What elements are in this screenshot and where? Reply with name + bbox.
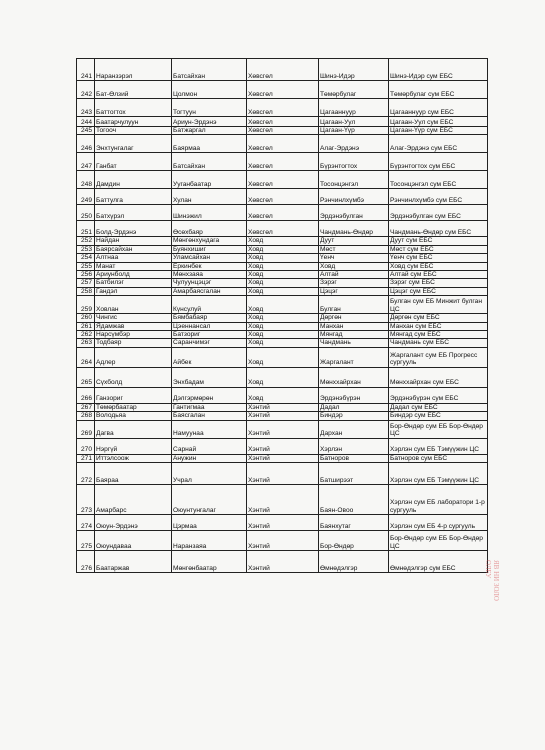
aimag-cell: Хөвсгөл xyxy=(247,171,319,189)
row-number-cell: 248 xyxy=(77,171,95,189)
last-name-cell: Амарбарс xyxy=(95,485,172,515)
last-name-cell: Ариунболд xyxy=(95,271,172,279)
aimag-cell: Ховд xyxy=(247,237,319,245)
table-row xyxy=(77,221,488,237)
school-cell: Үенч сум ЕБС xyxy=(389,254,488,262)
school-cell: Чандмань сум ЕБС xyxy=(389,339,488,347)
sum-cell: Дархан xyxy=(319,420,389,438)
last-name-cell: Сүхболд xyxy=(95,367,172,387)
aimag-cell: Хэнтий xyxy=(247,454,319,462)
school-cell: Булган сум ЕБ Минжит булган ЦС xyxy=(389,296,488,314)
last-name-cell: Төмөрбаатар xyxy=(95,403,172,411)
sum-cell: Бүрэнтогтох xyxy=(319,153,389,171)
table-row xyxy=(77,438,488,454)
aimag-cell: Хөвсгөл xyxy=(247,99,319,117)
table-row xyxy=(77,531,488,551)
sum-cell: Тосонцэнгэл xyxy=(319,171,389,189)
sum-cell: Манхан xyxy=(319,322,389,330)
row-number-cell: 246 xyxy=(77,135,95,153)
last-name-cell: Баатарчулуун xyxy=(95,117,172,127)
first-name-cell: Оюунтунгалаг xyxy=(172,485,247,515)
aimag-cell: Ховд xyxy=(247,367,319,387)
first-name-cell: Учрал xyxy=(172,463,247,485)
aimag-cell: Ховд xyxy=(247,254,319,262)
aimag-cell: Хэнтий xyxy=(247,438,319,454)
aimag-cell: Ховд xyxy=(247,339,319,347)
last-name-cell: Дагва xyxy=(95,420,172,438)
school-cell: Цагаан-Үүр сум ЕБС xyxy=(389,127,488,135)
first-name-cell: Батсайхан xyxy=(172,153,247,171)
school-cell: Өмнөдэлгэр сум ЕБС xyxy=(389,551,488,573)
table-row xyxy=(77,59,488,81)
table-row xyxy=(77,412,488,420)
aimag-cell: Ховд xyxy=(247,271,319,279)
last-name-cell: Батхүрэл xyxy=(95,205,172,221)
last-name-cell: Оюун-Эрдэнэ xyxy=(95,515,172,531)
school-cell: Ховд сум ЕБС xyxy=(389,262,488,270)
table-row xyxy=(77,347,488,367)
sum-cell: Баянхутаг xyxy=(319,515,389,531)
school-cell: Бор-Өндөр сум ЕБ Бор-Өндөр ЦС xyxy=(389,420,488,438)
last-name-cell: Иттэлсоож xyxy=(95,454,172,462)
school-cell: Мөст сум ЕБС xyxy=(389,245,488,253)
row-number-cell: 274 xyxy=(77,515,95,531)
sum-cell: Цэцэг xyxy=(319,287,389,295)
table-row xyxy=(77,322,488,330)
school-cell: Дөргөн сум ЕБС xyxy=(389,314,488,322)
row-number-cell: 257 xyxy=(77,279,95,287)
table-row xyxy=(77,171,488,189)
table-row xyxy=(77,81,488,99)
last-name-cell: Алтнаа xyxy=(95,254,172,262)
sum-cell: Дөргөн xyxy=(319,314,389,322)
first-name-cell: Батжаргал xyxy=(172,127,247,135)
aimag-cell: Хэнтий xyxy=(247,403,319,411)
first-name-cell: Гантигмаа xyxy=(172,403,247,411)
sum-cell: Эрдэнэбулган xyxy=(319,205,389,221)
row-number-cell: 256 xyxy=(77,271,95,279)
sum-cell: Дадал xyxy=(319,403,389,411)
first-name-cell: Анужин xyxy=(172,454,247,462)
row-number-cell: 273 xyxy=(77,485,95,515)
last-name-cell: Тогооч xyxy=(95,127,172,135)
last-name-cell: Чингис xyxy=(95,314,172,322)
table-row xyxy=(77,485,488,515)
last-name-cell: Ганзориг xyxy=(95,387,172,403)
last-name-cell: Баттогтох xyxy=(95,99,172,117)
row-number-cell: 244 xyxy=(77,117,95,127)
row-number-cell: 267 xyxy=(77,403,95,411)
last-name-cell: Баатаржав xyxy=(95,551,172,573)
table-row xyxy=(77,271,488,279)
school-cell: Мөнххайрхан сум ЕБС xyxy=(389,367,488,387)
row-number-cell: 242 xyxy=(77,81,95,99)
last-name-cell: Гандэл xyxy=(95,287,172,295)
row-number-cell: 268 xyxy=(77,412,95,420)
sum-cell: Шинэ-Идэр xyxy=(319,59,389,81)
school-cell: Тосонцэнгэл сум ЕБС xyxy=(389,171,488,189)
table-row xyxy=(77,153,488,171)
red-stamp-fragment xyxy=(484,560,500,605)
aimag-cell: Ховд xyxy=(247,296,319,314)
first-name-cell: Цэрмаа xyxy=(172,515,247,531)
last-name-cell: Баярсайхан xyxy=(95,245,172,253)
row-number-cell: 250 xyxy=(77,205,95,221)
last-name-cell: Ядамжав xyxy=(95,322,172,330)
last-name-cell: Батбилэг xyxy=(95,279,172,287)
table-row xyxy=(77,387,488,403)
table-row xyxy=(77,314,488,322)
sum-cell: Бор-Өндөр xyxy=(319,531,389,551)
table-row xyxy=(77,262,488,270)
row-number-cell: 263 xyxy=(77,339,95,347)
last-name-cell: Баттулга xyxy=(95,189,172,205)
sum-cell: Рэнчинлхүмбэ xyxy=(319,189,389,205)
last-name-cell: Нарсүмбэр xyxy=(95,331,172,339)
sum-cell: Мөст xyxy=(319,245,389,253)
sum-cell: Өмнөдэлгэр xyxy=(319,551,389,573)
school-cell: Цагаан-Уул сум ЕБС xyxy=(389,117,488,127)
school-cell: Алтай сум ЕБС xyxy=(389,271,488,279)
row-number-cell: 249 xyxy=(77,189,95,205)
table-row xyxy=(77,99,488,117)
first-name-cell: Баярмаа xyxy=(172,135,247,153)
row-number-cell: 252 xyxy=(77,237,95,245)
last-name-cell: Оюундаваа xyxy=(95,531,172,551)
sum-cell: Мянгад xyxy=(319,331,389,339)
table-row xyxy=(77,339,488,347)
last-name-cell: Баярaa xyxy=(95,463,172,485)
table-body xyxy=(77,59,488,573)
last-name-cell: Тодбаяр xyxy=(95,339,172,347)
first-name-cell: Дэлгэрмөрөн xyxy=(172,387,247,403)
school-cell: Эрдэнэбүрэн сум ЕБС xyxy=(389,387,488,403)
table-row xyxy=(77,254,488,262)
aimag-cell: Хэнтий xyxy=(247,463,319,485)
sum-cell: Ховд xyxy=(319,262,389,270)
row-number-cell: 266 xyxy=(77,387,95,403)
first-name-cell: Сарнай xyxy=(172,438,247,454)
aimag-cell: Хөвсгөл xyxy=(247,81,319,99)
row-number-cell: 253 xyxy=(77,245,95,253)
school-cell: Цагааннуур сум ЕБС xyxy=(389,99,488,117)
aimag-cell: Ховд xyxy=(247,322,319,330)
aimag-cell: Ховд xyxy=(247,245,319,253)
row-number-cell: 264 xyxy=(77,347,95,367)
aimag-cell: Ховд xyxy=(247,331,319,339)
school-cell: Зэрэг сум ЕБС xyxy=(389,279,488,287)
sum-cell: Баян-Овоо xyxy=(319,485,389,515)
aimag-cell: Ховд xyxy=(247,314,319,322)
first-name-cell: Саранчимэг xyxy=(172,339,247,347)
table-row xyxy=(77,463,488,485)
first-name-cell: Мөнгөнбаатар xyxy=(172,551,247,573)
school-cell: Чандмань-Өндөр сум ЕБС xyxy=(389,221,488,237)
first-name-cell: Наранзаяа xyxy=(172,531,247,551)
aimag-cell: Хэнтий xyxy=(247,420,319,438)
row-number-cell: 262 xyxy=(77,331,95,339)
first-name-cell: Мөнгөнхундага xyxy=(172,237,247,245)
row-number-cell: 269 xyxy=(77,420,95,438)
sum-cell: Үенч xyxy=(319,254,389,262)
aimag-cell: Хөвсгөл xyxy=(247,59,319,81)
school-cell: Хэрлэн сум ЕБ 4-р сургууль xyxy=(389,515,488,531)
aimag-cell: Хэнтий xyxy=(247,412,319,420)
school-cell: Хэрлэн сум ЕБ Тэмүүжин ЦС xyxy=(389,463,488,485)
aimag-cell: Хөвсгөл xyxy=(247,221,319,237)
aimag-cell: Хөвсгөл xyxy=(247,205,319,221)
table-row xyxy=(77,237,488,245)
aimag-cell: Хэнтий xyxy=(247,531,319,551)
row-number-cell: 241 xyxy=(77,59,95,81)
school-cell: Батноров сум ЕБС xyxy=(389,454,488,462)
sum-cell: Хэрлэн xyxy=(319,438,389,454)
row-number-cell: 276 xyxy=(77,551,95,573)
sum-cell: Булган xyxy=(319,296,389,314)
row-number-cell: 243 xyxy=(77,99,95,117)
row-number-cell: 258 xyxy=(77,287,95,295)
aimag-cell: Хөвсгөл xyxy=(247,189,319,205)
aimag-cell: Хэнтий xyxy=(247,551,319,573)
table-row xyxy=(77,403,488,411)
aimag-cell: Хэнтий xyxy=(247,515,319,531)
aimag-cell: Ховд xyxy=(247,262,319,270)
school-cell: Хэрлэн сум ЕБ Тэмүүжин ЦС xyxy=(389,438,488,454)
row-number-cell: 275 xyxy=(77,531,95,551)
first-name-cell: Энхбадам xyxy=(172,367,247,387)
first-name-cell: Мөнхзаяа xyxy=(172,271,247,279)
last-name-cell: Наранзэрэл xyxy=(95,59,172,81)
row-number-cell: 270 xyxy=(77,438,95,454)
sum-cell: Алаг-Эрдэнэ xyxy=(319,135,389,153)
first-name-cell: Батсайхан xyxy=(172,59,247,81)
row-number-cell: 265 xyxy=(77,367,95,387)
first-name-cell: Ууганбаатар xyxy=(172,171,247,189)
sum-cell: Алтай xyxy=(319,271,389,279)
sum-cell: Чандмань xyxy=(319,339,389,347)
sum-cell: Дуут xyxy=(319,237,389,245)
table-row xyxy=(77,287,488,295)
school-cell: Биндэр сум ЕБС xyxy=(389,412,488,420)
school-cell: Алаг-Эрдэнэ сум ЕБС xyxy=(389,135,488,153)
table-row xyxy=(77,127,488,135)
last-name-cell: Адлер xyxy=(95,347,172,367)
last-name-cell: Энхтунгалаг xyxy=(95,135,172,153)
last-name-cell: Дамдин xyxy=(95,171,172,189)
first-name-cell: Ариун-Эрдэнэ xyxy=(172,117,247,127)
first-name-cell: Тогтуун xyxy=(172,99,247,117)
school-cell: Шинэ-Идэр сум ЕБС xyxy=(389,59,488,81)
last-name-cell: Ганбат xyxy=(95,153,172,171)
first-name-cell: Чулуунцэцэг xyxy=(172,279,247,287)
school-cell: Төмөрбулаг сум ЕБС xyxy=(389,81,488,99)
sum-cell: Чандмань-Өндөр xyxy=(319,221,389,237)
row-number-cell: 251 xyxy=(77,221,95,237)
last-name-cell: Нэргүй xyxy=(95,438,172,454)
table-row xyxy=(77,420,488,438)
sum-cell: Цагааннуур xyxy=(319,99,389,117)
sum-cell: Төмөрбулаг xyxy=(319,81,389,99)
sum-cell: Цагаан-Үүр xyxy=(319,127,389,135)
first-name-cell: Айбек xyxy=(172,347,247,367)
school-cell: Цэцэг сум ЕБС xyxy=(389,287,488,295)
table-row xyxy=(77,331,488,339)
aimag-cell: Хөвсгөл xyxy=(247,135,319,153)
sum-cell: Батноров xyxy=(319,454,389,462)
school-cell: Дадал сум ЕБС xyxy=(389,403,488,411)
row-number-cell: 260 xyxy=(77,314,95,322)
aimag-cell: Ховд xyxy=(247,279,319,287)
school-cell: Дуут сум ЕБС xyxy=(389,237,488,245)
first-name-cell: Өсөхбаяр xyxy=(172,221,247,237)
table-row xyxy=(77,551,488,573)
table-row xyxy=(77,189,488,205)
table-row xyxy=(77,279,488,287)
sum-cell: Цагаан-Уул xyxy=(319,117,389,127)
school-cell: Жаргалант сум ЕБ Прогресс сургууль xyxy=(389,347,488,367)
first-name-cell: Шинэжил xyxy=(172,205,247,221)
aimag-cell: Хөвсгөл xyxy=(247,127,319,135)
first-name-cell: Уламсайхан xyxy=(172,254,247,262)
row-number-cell: 272 xyxy=(77,463,95,485)
sum-cell: Жаргалант xyxy=(319,347,389,367)
school-cell: Манхан сум ЕБС xyxy=(389,322,488,330)
sum-cell: Мөнххайрхан xyxy=(319,367,389,387)
row-number-cell: 245 xyxy=(77,127,95,135)
first-name-cell: Баясгалан xyxy=(172,412,247,420)
first-name-cell: Буянхишиг xyxy=(172,245,247,253)
school-cell: Мянгад сум ЕБС xyxy=(389,331,488,339)
first-name-cell: Күнсулуй xyxy=(172,296,247,314)
table-row xyxy=(77,117,488,127)
last-name-cell: Болд-Эрдэнэ xyxy=(95,221,172,237)
first-name-cell: Амарбаясгалан xyxy=(172,287,247,295)
aimag-cell: Хөвсгөл xyxy=(247,117,319,127)
table-row xyxy=(77,205,488,221)
stamp-text: ЯВ НИ ЗОЛО ОЛБУ xyxy=(484,560,500,601)
table-row xyxy=(77,135,488,153)
first-name-cell: Бямбабаяр xyxy=(172,314,247,322)
last-name-cell: Найдан xyxy=(95,237,172,245)
row-number-cell: 247 xyxy=(77,153,95,171)
table-row xyxy=(77,245,488,253)
sum-cell: Зэрэг xyxy=(319,279,389,287)
school-cell: Бүрэнтогтох сум ЕБС xyxy=(389,153,488,171)
first-name-cell: Батзориг xyxy=(172,331,247,339)
aimag-cell: Хэнтий xyxy=(247,485,319,515)
row-number-cell: 255 xyxy=(77,262,95,270)
row-number-cell: 259 xyxy=(77,296,95,314)
first-name-cell: Цэеннансал xyxy=(172,322,247,330)
first-name-cell: Цолмон xyxy=(172,81,247,99)
last-name-cell: Ховлан xyxy=(95,296,172,314)
first-name-cell: Хулан xyxy=(172,189,247,205)
last-name-cell: Манат xyxy=(95,262,172,270)
school-cell: Рэнчинлхүмбэ сум ЕБС xyxy=(389,189,488,205)
table-row xyxy=(77,515,488,531)
school-cell: Эрдэнэбулган сум ЕБС xyxy=(389,205,488,221)
row-number-cell: 254 xyxy=(77,254,95,262)
row-number-cell: 271 xyxy=(77,454,95,462)
last-name-cell: Володьяа xyxy=(95,412,172,420)
aimag-cell: Хөвсгөл xyxy=(247,153,319,171)
first-name-cell: Еркинбек xyxy=(172,262,247,270)
row-number-cell: 261 xyxy=(77,322,95,330)
sum-cell: Батширээт xyxy=(319,463,389,485)
first-name-cell: Намуунаа xyxy=(172,420,247,438)
last-name-cell: Бат-Өлзий xyxy=(95,81,172,99)
table-row xyxy=(77,454,488,462)
table-row xyxy=(77,296,488,314)
school-registry-table xyxy=(76,58,488,573)
school-cell: Бор-Өндөр сум ЕБ Бор-Өндөр ЦС xyxy=(389,531,488,551)
aimag-cell: Ховд xyxy=(247,347,319,367)
sum-cell: Эрдэнэбүрэн xyxy=(319,387,389,403)
school-cell: Хэрлэн сум ЕБ лаборатори 1-р сургууль xyxy=(389,485,488,515)
table-row xyxy=(77,367,488,387)
sum-cell: Биндэр xyxy=(319,412,389,420)
aimag-cell: Ховд xyxy=(247,387,319,403)
aimag-cell: Ховд xyxy=(247,287,319,295)
